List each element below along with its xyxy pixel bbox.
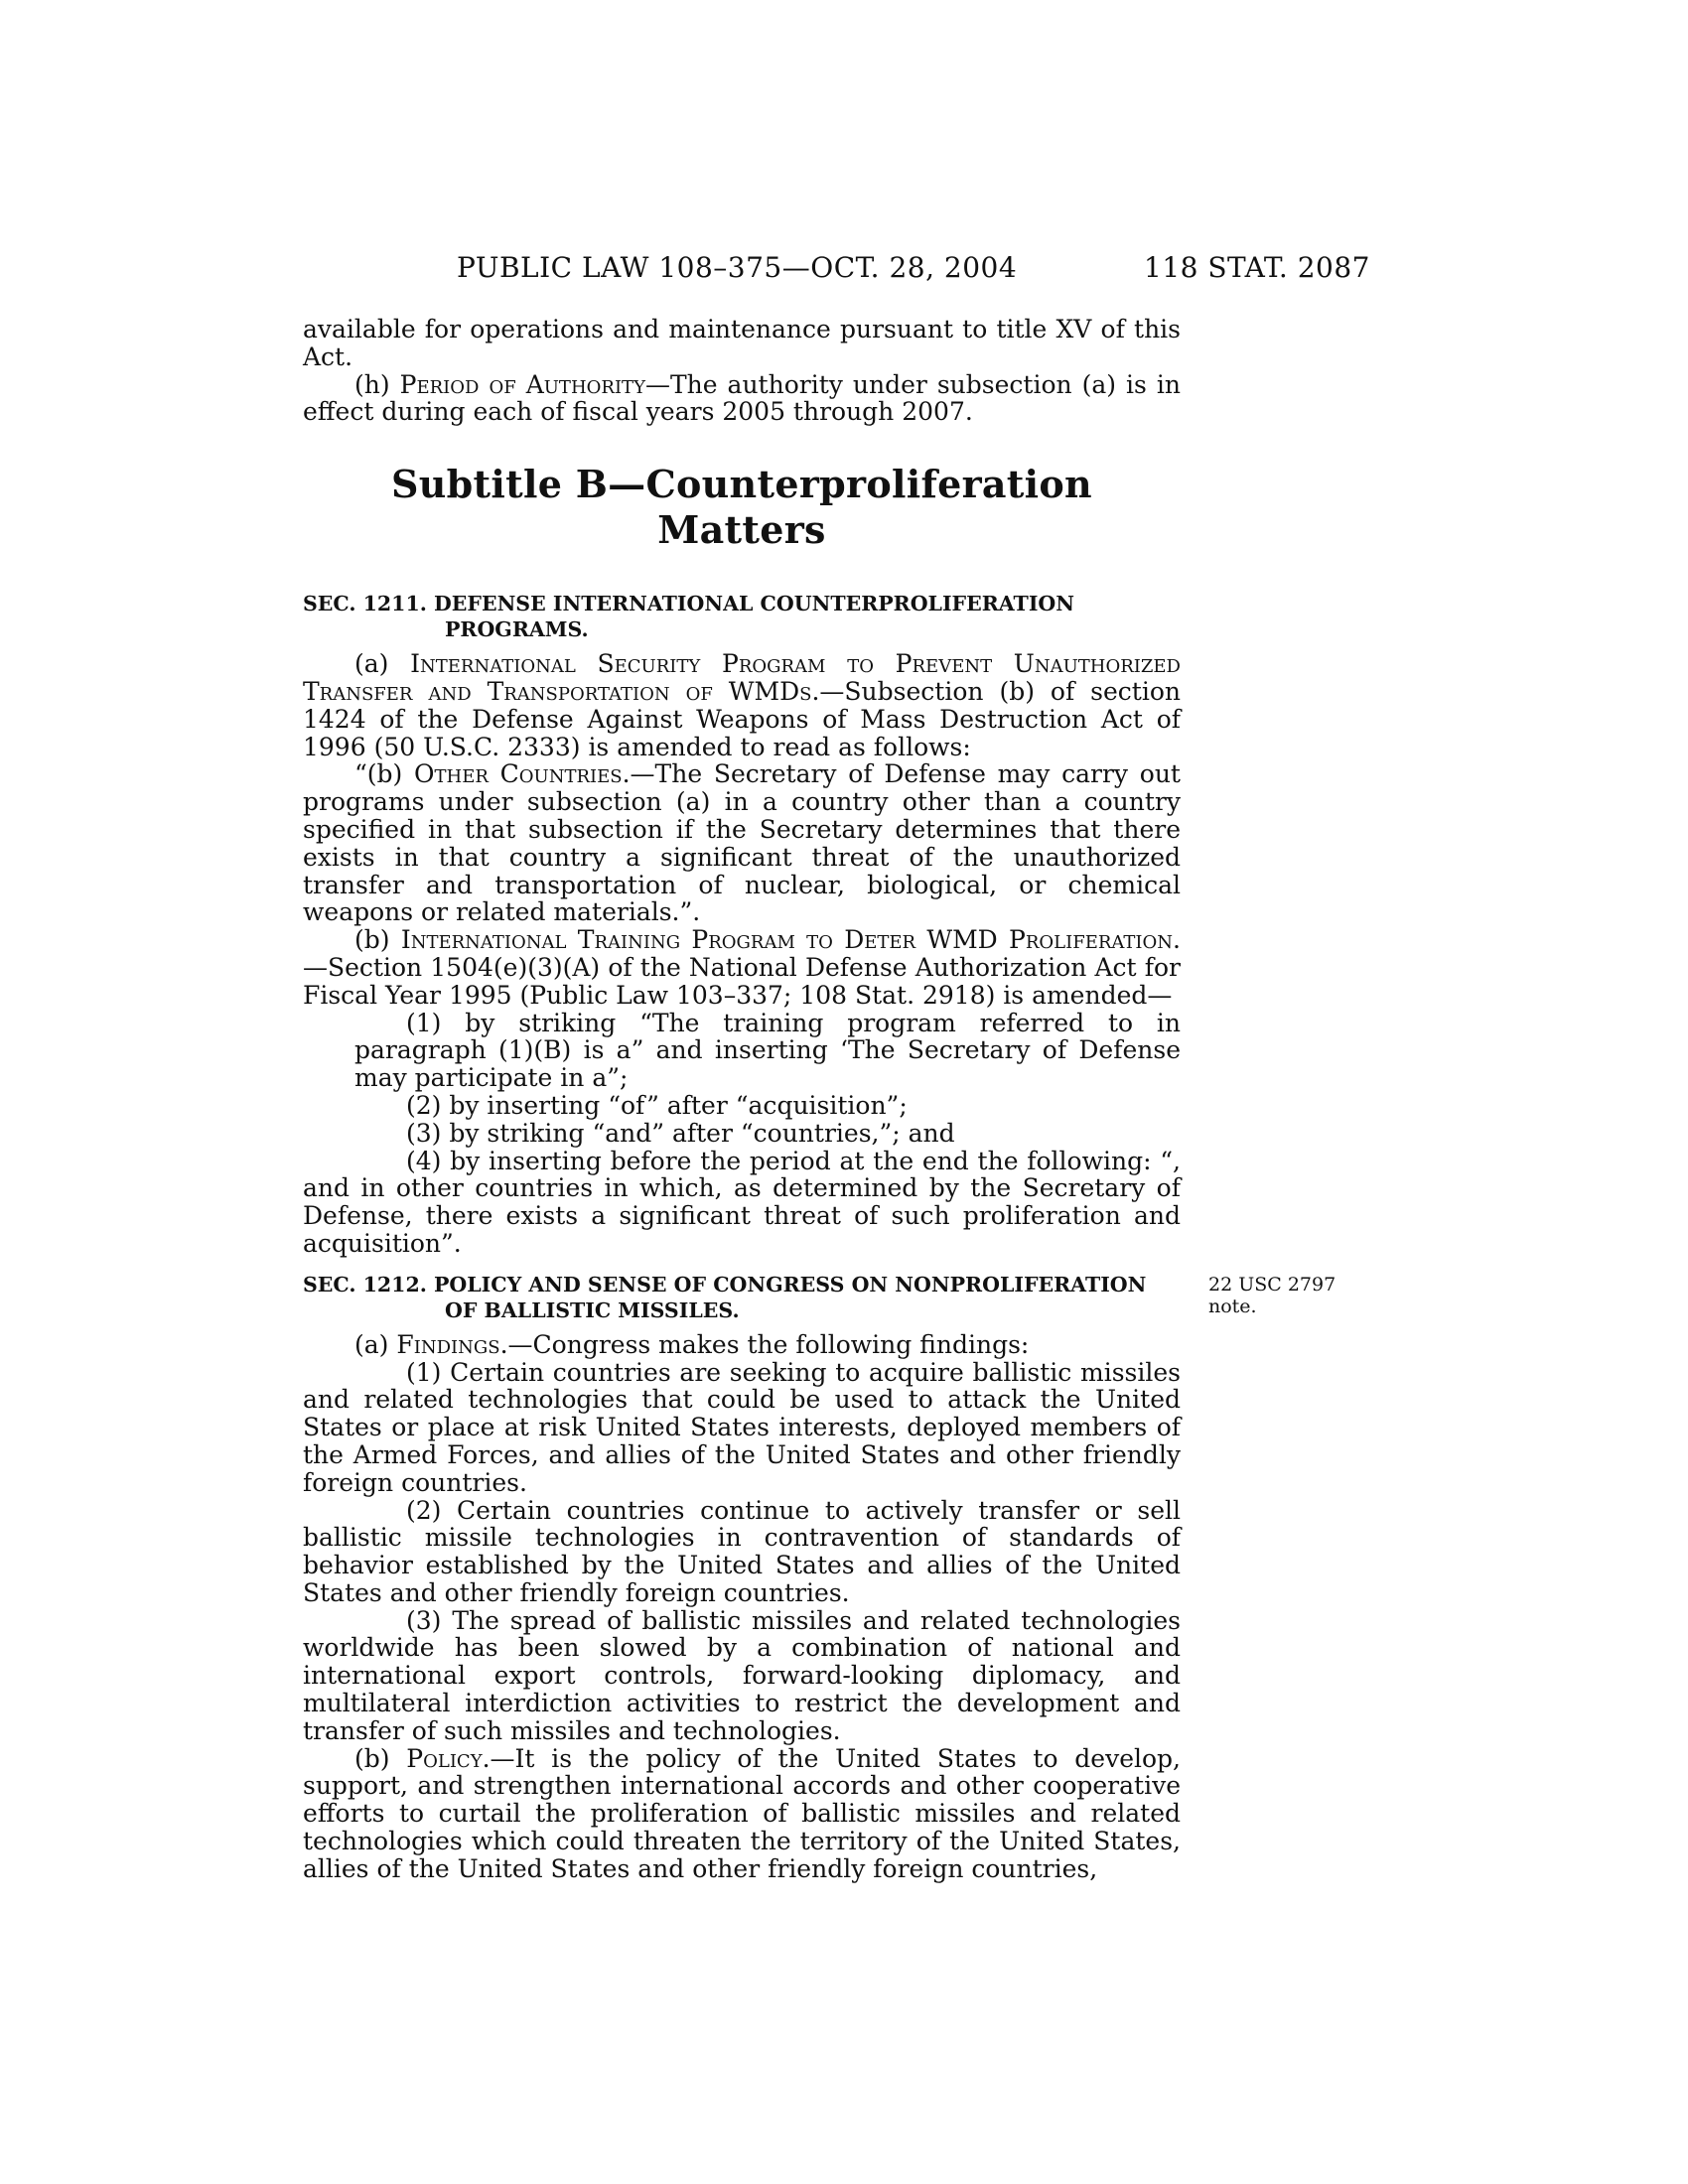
- finding-item: (1) Certain countries are seeking to acquire ballistic missiles and related technologies that could be used to attack the United States or place at risk United States interests, deployed members of the Armed Forces, and allies of the United States and other friendly foreign countries.: [303, 1357, 1181, 1497]
- amendment-item: (4) by inserting before the period at the end the following: “, and in other countries in which, as determined by the Secretary of Defense, there exists a significant threat of such proliferation and acquisition”.: [303, 1146, 1181, 1258]
- margin-note: 22 USC 2797 note.: [1208, 1273, 1336, 1317]
- amendment-item: (2) by inserting “of” after “acquisition”;: [406, 1090, 908, 1120]
- subsection-a-text: .—Subsection (b) of section 1424 of the Defense Against Weapons of Mass Destruction Act of 1996 (50 U.S.C. 2333) is amended to read as follows:: [303, 676, 1181, 761]
- subsection-b-label: (b): [354, 925, 390, 955]
- section-1212-title: SEC. 1212. POLICY AND SENSE OF CONGRESS ON NONPROLIFERATION OF BALLISTIC MISSILES.: [303, 1272, 1147, 1322]
- findings-text: .—Congress makes the following findings:: [499, 1329, 1030, 1359]
- subsection-h-text: —The authority under subsection (a) is in effect during each of fiscal years 2005 through 2007.: [303, 369, 1181, 427]
- subsection-h: [303, 371, 1181, 427]
- section-1211-subsection-b: [303, 926, 1181, 1009]
- amendment-item: (3) by striking “and” after “countries,”; and: [406, 1118, 955, 1148]
- finding-item: (2) Certain countries continue to actively transfer or sell ballistic missile technologies in contravention of standards of behavior established by the United States and allies of the United States and other friendly foreign countries.: [303, 1495, 1181, 1607]
- findings-heading: Findings: [396, 1329, 500, 1359]
- section-1211-heading: SEC. 1211. DEFENSE INTERNATIONAL COUNTERPROLIFERATION PROGRAMS.: [303, 592, 1074, 642]
- subsection-b-heading: International Training Program to Deter WMD Proliferation: [400, 925, 1174, 955]
- statute-citation: 118 STAT. 2087: [1144, 251, 1370, 284]
- section-1212-subsection-a: [303, 1331, 1181, 1359]
- subsection-h-heading: Period of Authority: [399, 369, 645, 399]
- policy-label: (b): [354, 1743, 390, 1773]
- running-header: [298, 248, 1370, 288]
- page-body: [303, 315, 1336, 1883]
- subsection-h-label: (h): [354, 369, 390, 399]
- finding-item: (3) The spread of ballistic missiles and related technologies worldwide has been slowed by a combination of national and international export controls, forward-looking diplomacy, and multilateral interdiction activities to restrict the development and transfer of such missiles and technologies.: [303, 1605, 1181, 1745]
- subsection-b-text: .—Section 1504(e)(3)(A) of the National Defense Authorization Act for Fiscal Year 1995 (Public Law 103–337; 108 Stat. 2918) is amended—: [303, 925, 1181, 1010]
- quoted-subsection-b: [303, 760, 1181, 926]
- running-head: PUBLIC LAW 108–375—OCT. 28, 2004: [457, 251, 1018, 284]
- section-1212-subsection-b: [303, 1745, 1181, 1883]
- findings-label: (a): [354, 1329, 389, 1359]
- section-1212-heading: [303, 1272, 1336, 1323]
- section-1211-subsection-a: [303, 650, 1181, 760]
- continued-text: available for operations and maintenance pursuant to title XV of this Act.: [303, 315, 1181, 371]
- policy-heading: Policy: [406, 1743, 483, 1773]
- subsection-a-label: (a): [354, 649, 389, 679]
- policy-text: .—It is the policy of the United States to develop, support, and strengthen international accords and other cooperative efforts to curtail the proliferation of ballistic missiles and related technologies which could threaten the territory of the United States, allies of the United States and other friendly foreign countries,: [303, 1743, 1181, 1883]
- amendment-item: (1) by striking “The training program referred to in paragraph (1)(B) is a” and inserting ‘The Secretary of Defense may participate in a”;: [354, 1008, 1181, 1093]
- quoted-b-label: “(b): [354, 759, 403, 789]
- quoted-b-heading: Other Countries: [414, 759, 623, 789]
- subtitle-heading: Subtitle B—Counterproliferation Matters: [391, 462, 1092, 553]
- quoted-b-text: .—The Secretary of Defense may carry out programs under subsection (a) in a country other than a country specified in that subsection if the Secretary determines that there exists in that country a significant threat of the unauthorized transfer and transportation of nuclear, biological, or chemical weapons or related materials.”.: [303, 759, 1181, 927]
- subsection-a-heading: International Security Program to Prevent Unauthorized Transfer and Transportation of WMDs: [303, 649, 1181, 706]
